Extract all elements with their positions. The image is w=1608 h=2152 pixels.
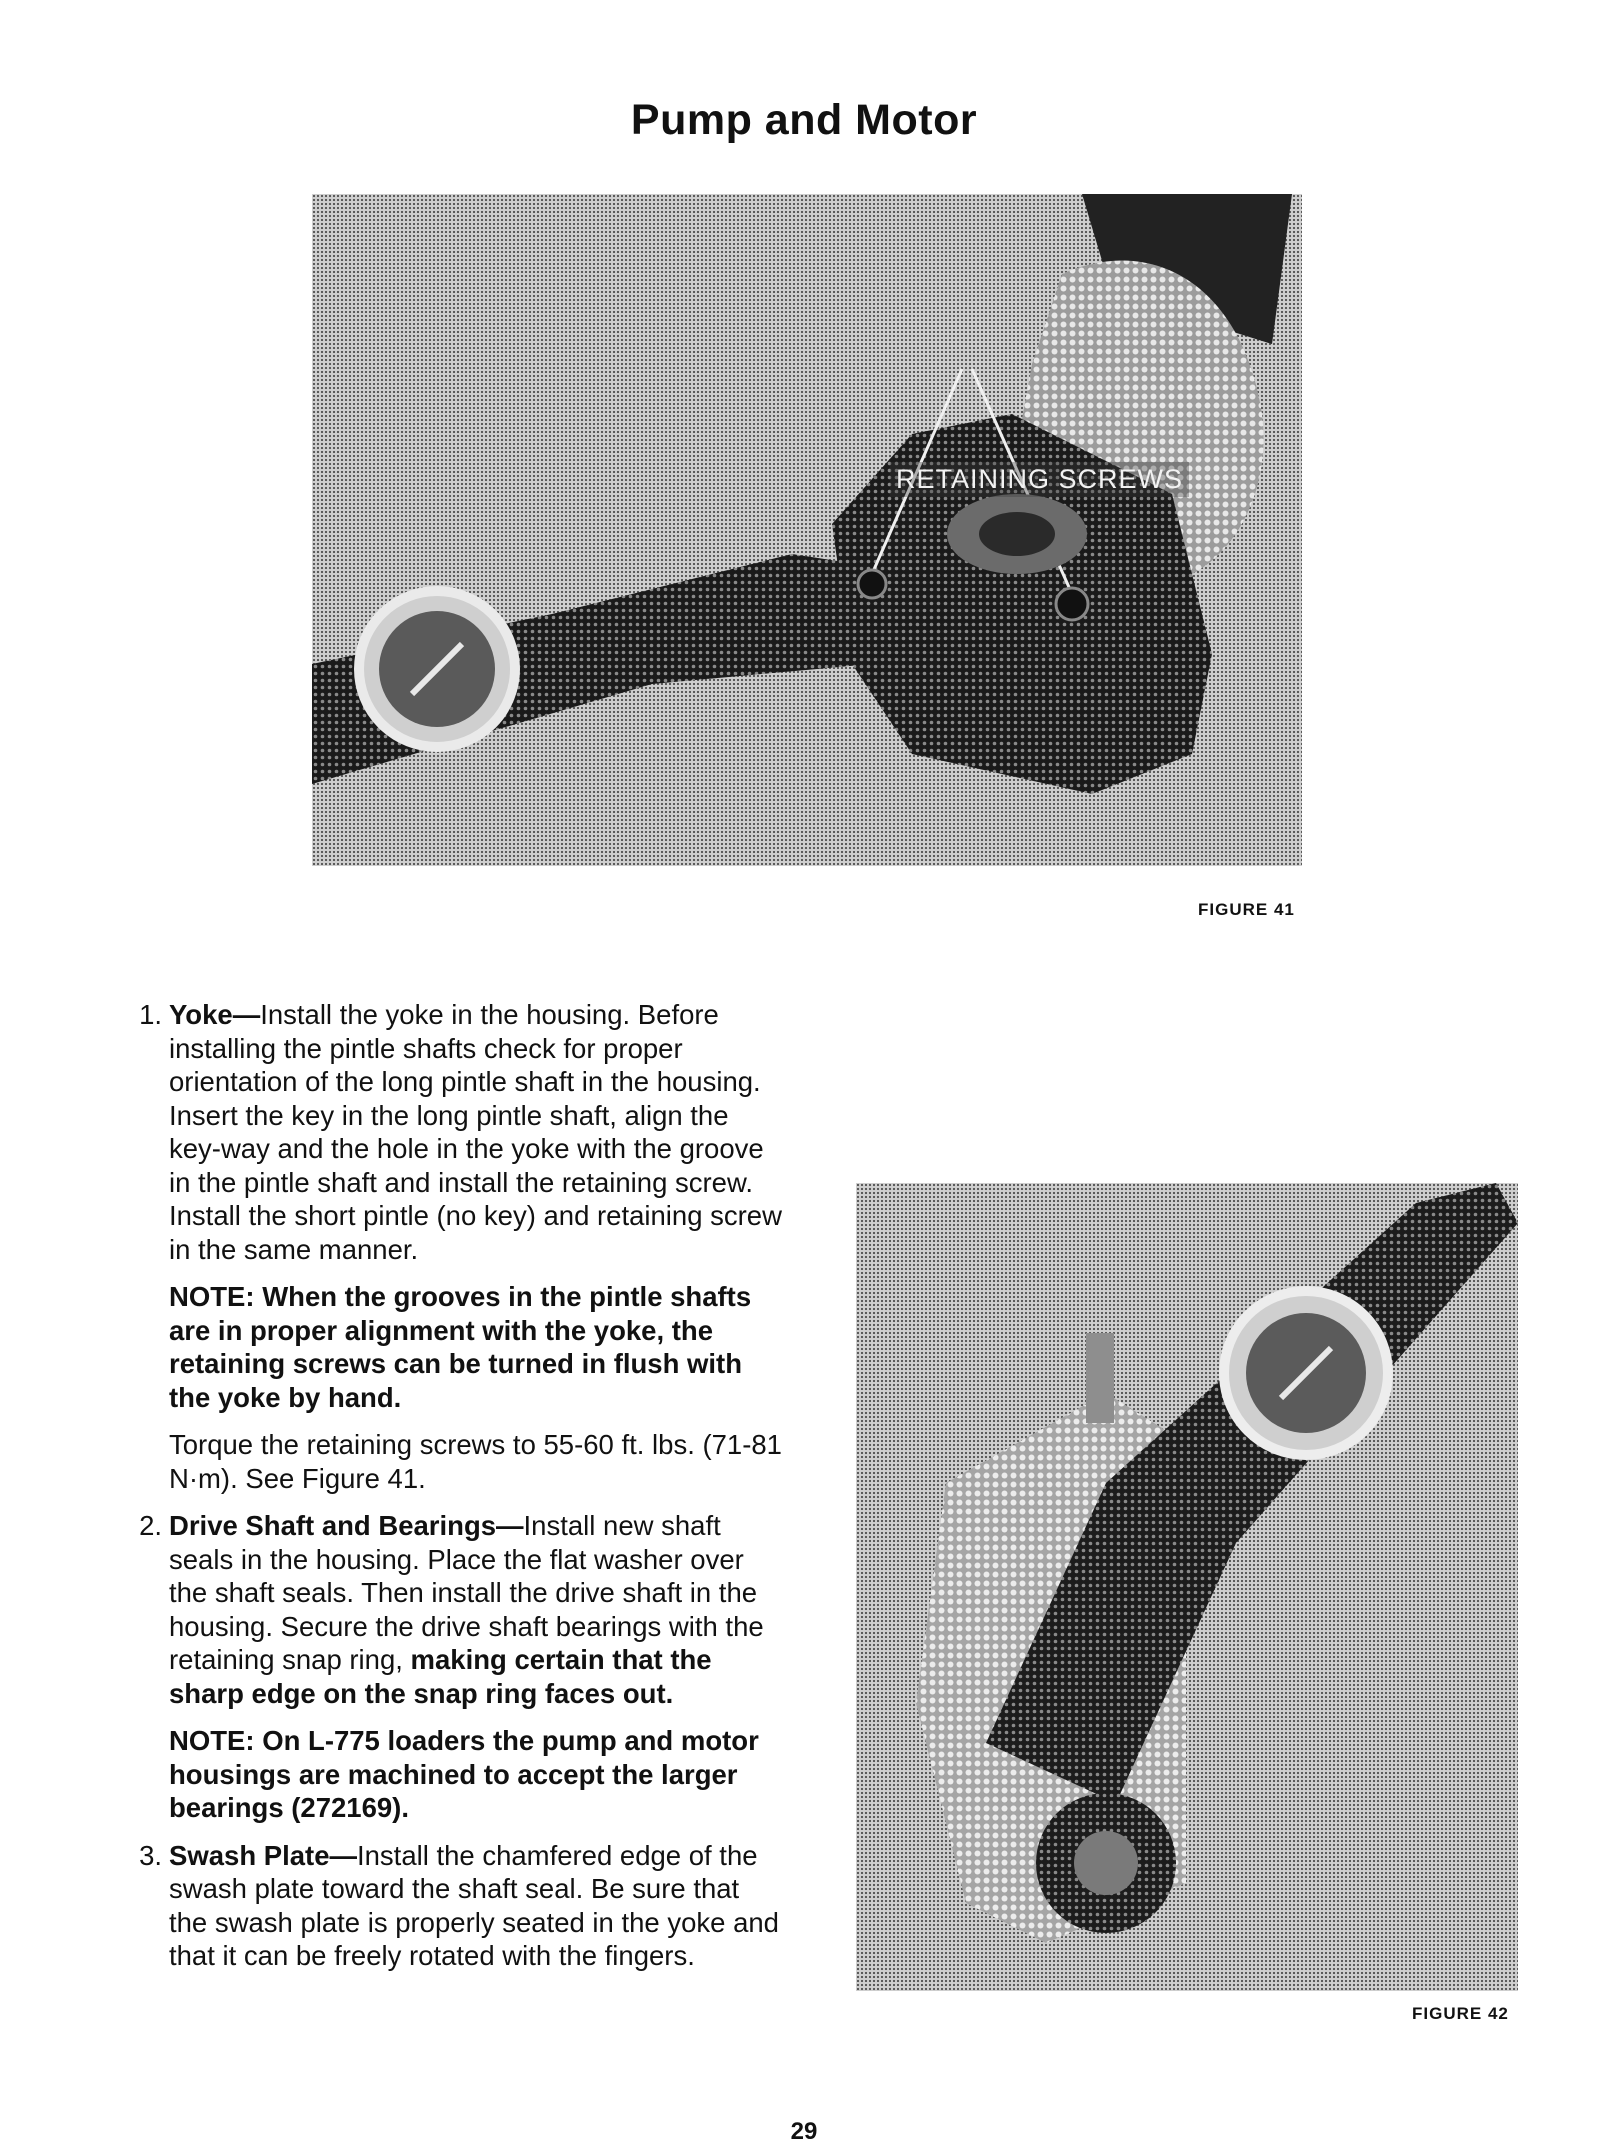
list-item [124,998,784,1495]
figure-41-illustration [312,194,1302,866]
list-item [124,1509,784,1825]
retaining-screws-callout: RETAINING SCREWS [890,462,1189,497]
item-text-bold: making certain that the sharp edge on the snap ring faces out. [169,1644,712,1709]
figure-42-caption: FIGURE 42 [1412,2004,1509,2023]
item-text: Install the yoke in the housing. Before installing the pintle shafts check for proper orientation of the long pintle shaft in the housing. Insert the key in the long pintle shaft, align the key-way and the hole in the yoke with the groove in the pintle shaft and install the retaining screw. Install the short pintle (no key) and retaining screw in the same manner. [169,999,782,1265]
item-number: 2. [139,1510,162,1541]
figure-42-photo [856,1183,1518,1991]
item-number: 1. [139,999,162,1030]
page-number: 29 [790,2118,818,2145]
instructions-column [124,998,784,1987]
figure-41-caption: FIGURE 41 [1198,900,1295,919]
item-heading: Swash Plate— [169,1839,357,1871]
item-note: NOTE: On L-775 loaders the pump and motor housings are machined to accept the larger bearings (272169). [169,1725,759,1823]
item-note: NOTE: When the grooves in the pintle shafts are in proper alignment with the yoke, the retaining screws can be turned in flush with the yoke by hand. [169,1281,752,1413]
item-paragraph [169,1839,784,1973]
figure-42-illustration [856,1183,1518,1991]
item-heading: Yoke— [169,999,261,1030]
figure-41-photo [312,194,1302,866]
item-paragraph [169,1509,784,1710]
item-extra: Torque the retaining screws to 55-60 ft. lbs. (71-81 N·m). See Figure 41. [169,1429,782,1494]
item-paragraph [169,998,784,1266]
item-text: Install the chamfered edge of the swash plate toward the shaft seal. Be sure that the swash plate is properly seated in the yoke and that it can be freely rotated with the fingers. [169,1839,779,1971]
list-item [124,1839,784,1973]
item-text: Install new shaft seals in the housing. Place the flat washer over the shaft seals. Then install the drive shaft in the housing. Secure the drive shaft bearings with the retaining snap ring, [169,1510,764,1675]
item-number: 3. [139,1839,162,1871]
page-title: Pump and Motor [630,96,978,144]
item-heading: Drive Shaft and Bearings— [169,1510,524,1541]
